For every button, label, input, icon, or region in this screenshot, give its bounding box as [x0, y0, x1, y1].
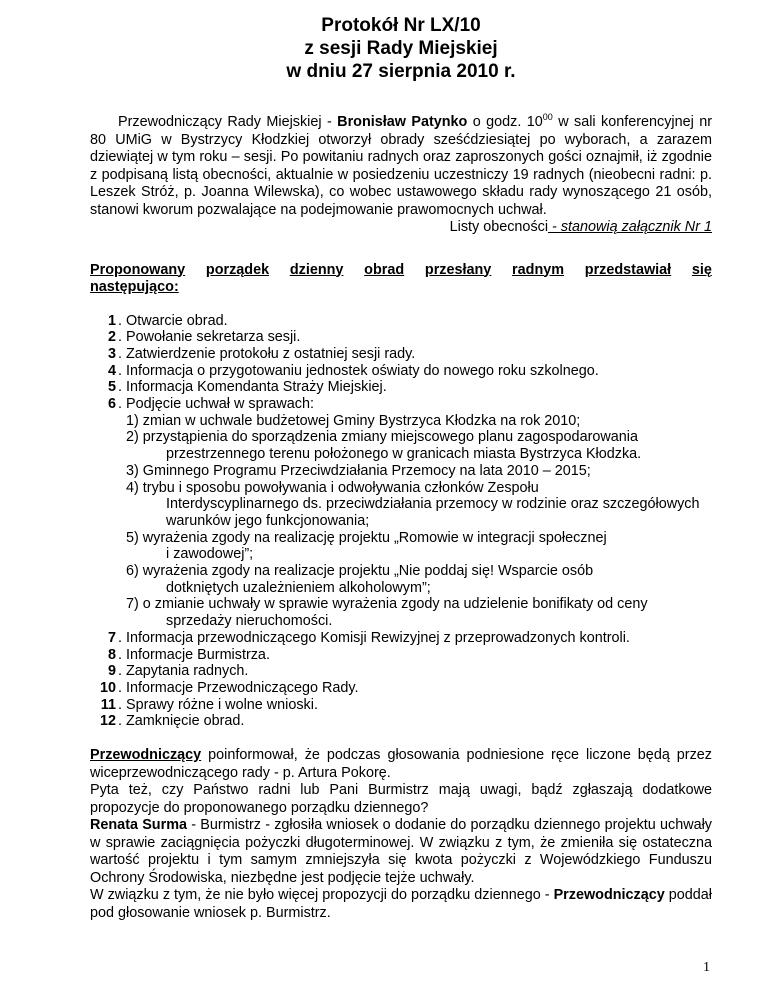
chair-announcement: Przewodniczący poinformował, że podczas głosowania podniesione ręce liczone będą przez wiceprzewodniczącego rady - p. Artura Pokorę. [90, 747, 712, 781]
resolution-item: 5) wyrażenia zgody na realizację projektu „Romowie w integracji społecznej i zawodowej”; [126, 529, 607, 563]
agenda-item: 3 . Zatwierdzenie protokołu z ostatniej sesji rady. [107, 345, 416, 362]
agenda-heading-word: się [691, 261, 712, 278]
resolution-item: 6) wyrażenia zgody na realizacje projektu „Nie poddaj się! Wsparcie osób dotkniętych uzależnieniem alkoholowym”; [126, 563, 594, 596]
resolution-item: 3) Gminnego Programu Przeciwdziałania Przemocy na lata 2010 – 2015; [126, 462, 591, 479]
agenda-heading-word: przedstawiał [584, 261, 672, 278]
document-page [90, 14, 712, 922]
agenda-heading-word: obrad [364, 261, 405, 278]
resolution-item: 4) trybu i sposobu powoływania i odwoływania członków Zespołu Interdyscyplinarnego ds. przeciwdziałania przemocy w rodzinie oraz szczegółowych warunków jego funkcjonowania; [126, 479, 700, 529]
intro-paragraph: Przewodniczący Rady Miejskiej - Bronisław Patynko o godz. $10^{00}$ w sali konferencyjnej nr 80 UMiG w Bystrzycy Kłodzkiej otworzył obrady sześćdziesiątej po wyborach, a zarazem dziewiątej w tym roku – sesji. Po powitaniu radnych oraz zaproszonych gości oznajmił, iż zgodnie z podpisaną listą obecności, aktualnie w posiedzeniu uczestniczy 19 radnych (nieobecni radni: p. Leszek Stróż, p. Joanna Wilewska), co wobec ustawowego składu rady wynoszącego 21 osób, stanowi kworum pozwalające na podejmowanie prawomocnych uchwał. [90, 112, 713, 218]
chair-label: Przewodniczący [90, 747, 202, 764]
agenda-item: 2 . Powołanie sekretarza sesji. [107, 329, 301, 346]
agenda-list [90, 313, 712, 731]
agenda-item: 9 . Zapytania radnych. [107, 663, 249, 680]
agenda-heading-word: porządek [205, 261, 270, 278]
mayor-motion: Renata Surma - Burmistrz - zgłosiła wniosek o dodanie do porządku dziennego projektu uchwały w sprawie zaciągnięcia pożyczki długoterminowej. W związku z tym, że zmieniła się ostateczna wartość projektu i tym samym zmniejszyła się kwota pożyczki z Wojewódzkiego Funduszu Ochrony Środowiska, niezbędne jest podjęcie tejże uchwały. [90, 817, 712, 886]
resolution-item: 2) przystąpienia do sporządzenia zmiany miejscowego planu zagospodarowania przestrzennego terenu położonego w granicach miasta Bystrzyca Kłodzka. [126, 429, 642, 463]
agenda-item: 7 . Informacja przewodniczącego Komisji Rewizyjnej z przeprowadzonych kontroli. [107, 629, 630, 646]
agenda-heading-word: Proponowany [90, 261, 186, 278]
agenda-heading-word: przesłany [424, 261, 492, 278]
vote-paragraph: W związku z tym, że nie było więcej propozycji do porządku dziennego - Przewodniczący poddał pod głosowanie wniosek p. Burmistrz. [90, 887, 712, 921]
chair-question: Pyta też, czy Państwo radni lub Pani Burmistrz mają uwagi, bądź zgłaszają dodatkowe propozycje do proponowanego porządku dziennego? [90, 782, 712, 816]
title-line-2: z sesji Rady Miejskiej [304, 38, 498, 59]
agenda-heading-word: radnym [512, 261, 565, 278]
agenda-item: 1 . Otwarcie obrad. [107, 312, 228, 329]
resolution-item: 7) o zmianie uchwały w sprawie wyrażenia zgody na udzielenie bonifikaty od ceny sprzedaży nieruchomości. [126, 596, 648, 630]
document-title [90, 14, 712, 83]
resolution-item: 1) zmian w uchwale budżetowej Gminy Bystrzyca Kłodzka na rok 2010; [126, 412, 581, 429]
agenda-item: 8 . Informacje Burmistrza. [107, 646, 270, 663]
chairman-name: Bronisław Patynko [337, 114, 468, 130]
agenda-heading: Proponowany porządek dzienny obrad przesłany radnym przedstawiał się następująco: [90, 261, 712, 295]
agenda-item: 6 . Podjęcie uchwał w sprawach: 1) zmian w uchwale budżetowej Gminy Bystrzyca Kłodzka na rok 2010; 2) przystąpienia do sporządzenia zmiany miejscowego planu zagospodarowania przestrzennego terenu położonego w granicach miasta Bystrzyca Kłodzka. 3) Gminnego Programu Przeciwdziałania Przemocy na lata 2010 – 2015; 4) trybu i sposobu powoływania i odwoływania członków Zespołu Interdyscyplinarnego ds. przeciwdziałania przemocy w rodzinie oraz szczegółowych warunków jego funkcjonowania; 5) wyrażenia zgody na realizację projektu „Romowie w integracji społecznej i zawodowej”; 6) wyrażenia zgody na realizacje projektu „Nie poddaj się! Wsparcie osób dotkniętych uzależnieniem alkoholowym”; 7) o zmianie uchwały w sprawie wyrażenia zgody na udzielenie bonifikaty od ceny sprzedaży nieruchomości. [90, 396, 712, 630]
title-line-3: w dniu 27 sierpnia 2010 r. [286, 61, 516, 82]
agenda-item: 12 . Zamknięcie obrad. [99, 713, 245, 730]
speaker-name: Renata Surma [90, 817, 187, 834]
title-line-1: Protokół Nr LX/10 [321, 15, 481, 36]
agenda-item: 4 . Informacja o przygotowaniu jednostek oświaty do nowego roku szkolnego. [107, 362, 599, 379]
page-number: 1 [703, 960, 710, 975]
agenda-item: 10 . Informacje Przewodniczącego Rady. [99, 679, 359, 696]
agenda-item: 5 . Informacja Komendanta Straży Miejskiej. [107, 379, 387, 396]
resolutions-sublist [118, 413, 712, 630]
attendance-note: Listy obecności - stanowią załącznik Nr 1 [449, 219, 712, 235]
agenda-heading-word: dzienny [289, 261, 344, 278]
agenda-item: 11 . Sprawy różne i wolne wnioski. [100, 696, 318, 713]
